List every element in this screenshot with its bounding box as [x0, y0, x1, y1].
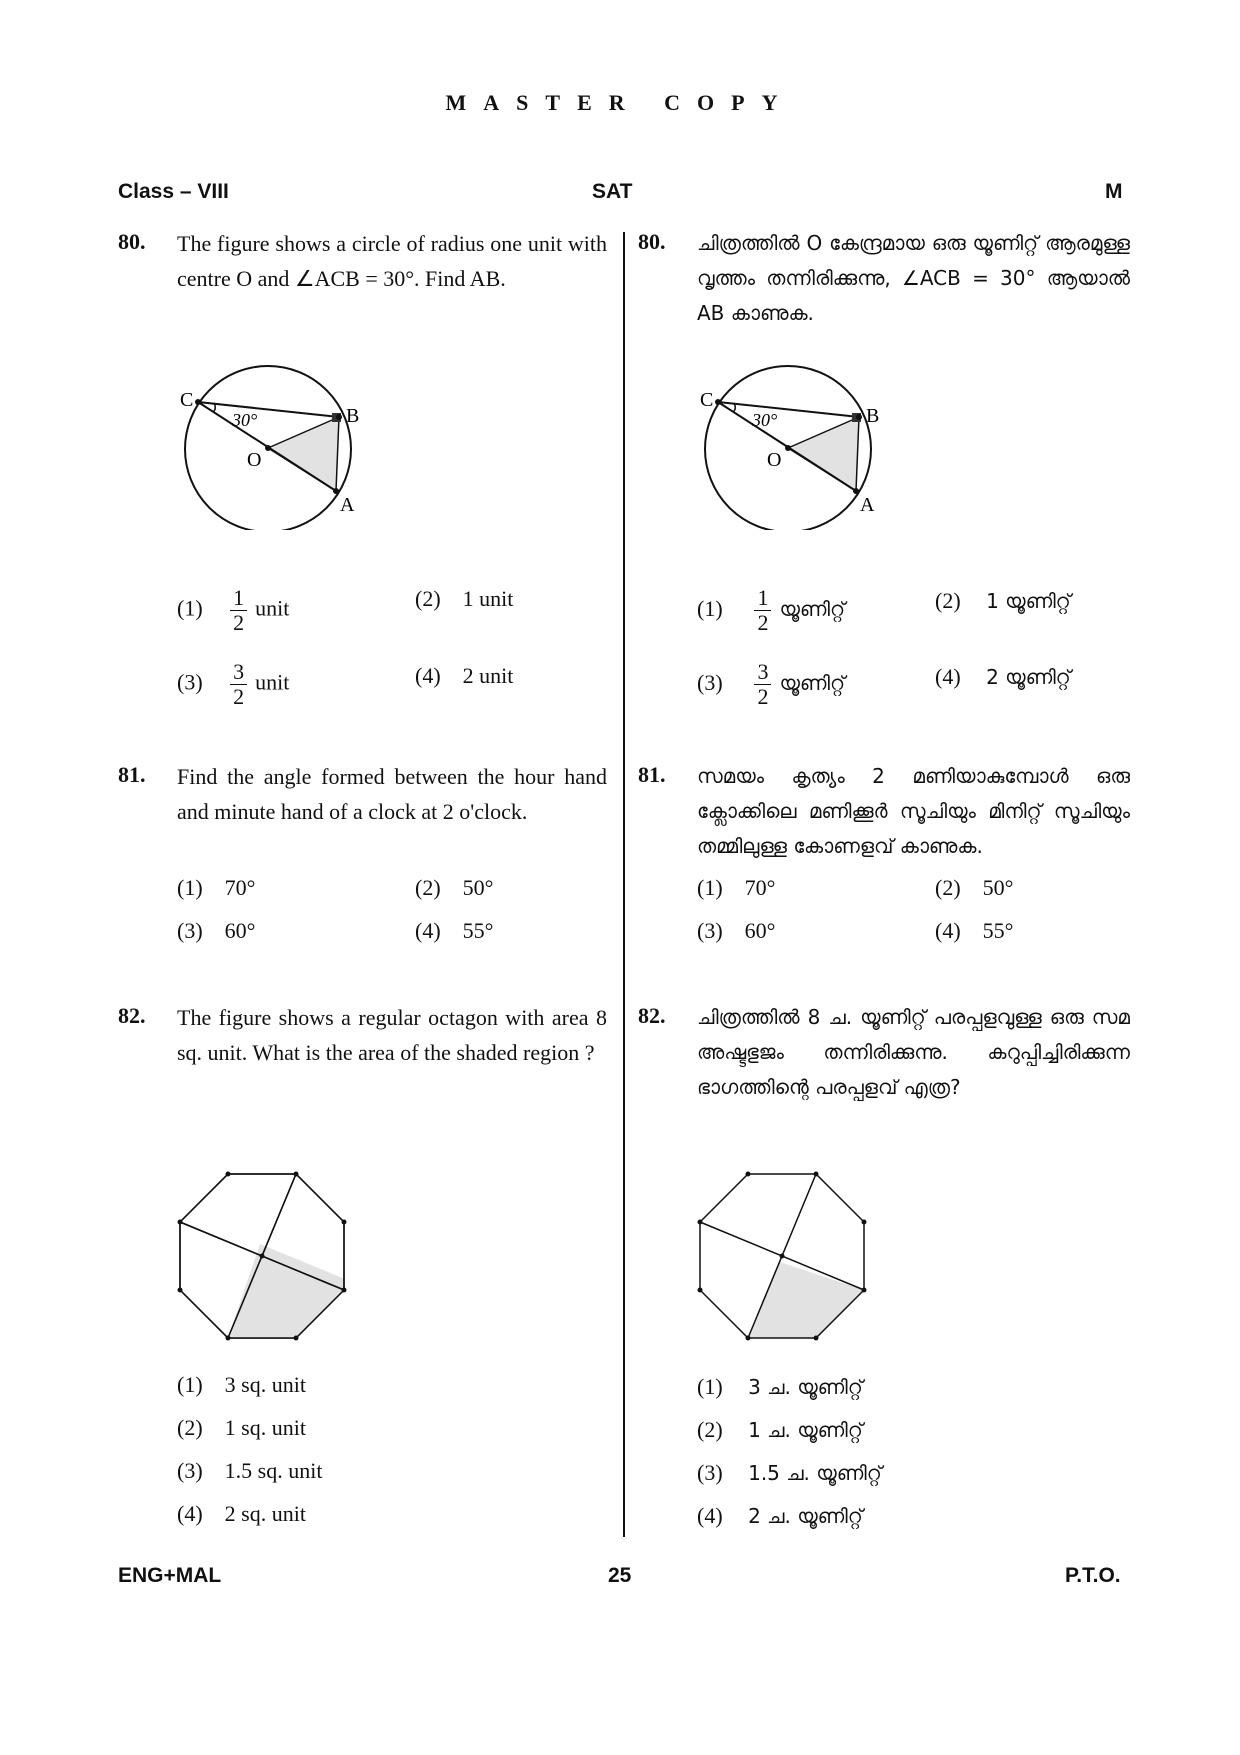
q80-ml-number: 80.	[638, 229, 666, 254]
label-angle: 30°	[752, 410, 778, 430]
column-divider	[623, 232, 625, 1537]
fraction: $\frac{1}{2}$	[230, 586, 247, 635]
q82-ml-option-3[interactable]: (3) 1.5 ച. യൂണിറ്റ്	[697, 1460, 882, 1485]
fraction: $\frac{3}{2}$	[230, 660, 247, 709]
label-a: A	[340, 494, 355, 516]
q82-ml-text: ചിത്രത്തിൽ 8 ച. യൂണിറ്റ് പരപ്പളവുള്ള ഒരു സമ അഷ്ടഭുജം തന്നിരിക്കുന്നു. കറുപ്പിച്ചിരിക്കുന്ന ഭാഗത്തിന്റെ പരപ്പളവ് എത്ര?	[697, 1005, 1130, 1099]
q81-option-2[interactable]: (2) 50°	[415, 875, 494, 900]
q80-ml-option-2[interactable]: (2) 1 യൂണിറ്റ്	[935, 588, 1071, 613]
label-a: A	[860, 494, 875, 516]
page-number: 25	[608, 1564, 632, 1587]
q80-option-3[interactable]: (3) $\frac{3}{2}$ unit	[177, 659, 290, 709]
q80-option-1[interactable]: (1) $\frac{1}{2}$ unit	[177, 585, 290, 635]
q81-ml-number: 81.	[638, 762, 666, 787]
q82-option-4[interactable]: (4) 2 sq. unit	[177, 1501, 306, 1526]
label-c: C	[700, 389, 714, 411]
q80-number: 80.	[118, 229, 146, 254]
label-c: C	[180, 389, 194, 411]
q81-option-1[interactable]: (1) 70°	[177, 875, 256, 900]
q80-option-2[interactable]: (2) 1 unit	[415, 586, 514, 611]
q80-ml-text: ചിത്രത്തിൽ O കേന്ദ്രമായ ഒരു യൂണിറ്റ് ആരമുള്ള വൃത്തം തന്നിരിക്കുന്നു, ∠ACB = 30° ആയാൽ AB കാണുക.	[697, 231, 1130, 325]
q80-ml-option-4[interactable]: (4) 2 യൂണിറ്റ്	[935, 664, 1071, 689]
q81-number: 81.	[118, 762, 146, 787]
fraction: $\frac{1}{2}$	[754, 586, 771, 635]
q82-option-2[interactable]: (2) 1 sq. unit	[177, 1415, 306, 1440]
label-b: B	[346, 405, 360, 427]
q82-text: The figure shows a regular octagon with area 8 sq. unit. What is the area of the shaded region ?	[177, 1005, 607, 1065]
q81-ml-option-1[interactable]: (1) 70°	[697, 875, 776, 900]
fraction: $\frac{3}{2}$	[754, 660, 771, 709]
q80-ml-option-1[interactable]: (1) $\frac{1}{2}$ യൂണിറ്റ്	[697, 585, 846, 635]
label-angle: 30°	[232, 410, 258, 430]
q81-ml-option-3[interactable]: (3) 60°	[697, 918, 776, 943]
q82-ml-option-2[interactable]: (2) 1 ച. യൂണിറ്റ്	[697, 1417, 863, 1442]
q80-option-4[interactable]: (4) 2 unit	[415, 663, 514, 688]
q80-text: The figure shows a circle of radius one unit with centre O and ∠ACB = 30°. Find AB.	[177, 231, 607, 291]
q81-text: Find the angle formed between the hour hand and minute hand of a clock at 2 o'clock.	[177, 764, 607, 824]
q82-ml-option-1[interactable]: (1) 3 ച. യൂണിറ്റ്	[697, 1374, 863, 1399]
pto-label: P.T.O.	[1065, 1564, 1121, 1587]
q82-ml-number: 82.	[638, 1003, 666, 1028]
q82-option-3[interactable]: (3) 1.5 sq. unit	[177, 1458, 323, 1483]
q81-option-3[interactable]: (3) 60°	[177, 918, 256, 943]
q80-ml-option-3[interactable]: (3) $\frac{3}{2}$ യൂണിറ്റ്	[697, 659, 846, 709]
q80-ml-circle-figure	[690, 355, 890, 530]
version-code: M	[1105, 180, 1123, 203]
q82-option-1[interactable]: (1) 3 sq. unit	[177, 1372, 306, 1397]
label-b: B	[866, 405, 880, 427]
label-o: O	[767, 449, 782, 471]
class-label: Class – VIII	[118, 180, 229, 203]
q81-ml-option-2[interactable]: (2) 50°	[935, 875, 1014, 900]
footer-language: ENG+MAL	[118, 1564, 222, 1587]
q81-option-4[interactable]: (4) 55°	[415, 918, 494, 943]
q82-ml-octagon-figure	[690, 1165, 870, 1345]
q82-ml-option-4[interactable]: (4) 2 ച. യൂണിറ്റ്	[697, 1503, 863, 1528]
q81-ml-text: സമയം കൃത്യം 2 മണിയാകുമ്പോൾ ഒരു ക്ലോക്കിലെ മണിക്കൂർ സൂചിയും മിനിറ്റ് സൂചിയും തമ്മിലുള്ള കോണളവ് കാണുക.	[697, 764, 1130, 858]
q81-ml-option-4[interactable]: (4) 55°	[935, 918, 1014, 943]
exam-name: SAT	[592, 180, 633, 203]
q82-octagon-figure	[170, 1165, 350, 1345]
q82-number: 82.	[118, 1003, 146, 1028]
q80-circle-figure	[170, 355, 370, 530]
label-o: O	[247, 449, 262, 471]
master-copy-banner: MASTER COPY	[445, 90, 795, 115]
